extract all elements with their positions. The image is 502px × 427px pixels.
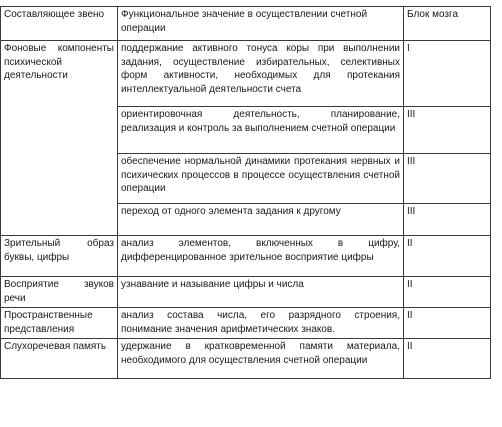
header-component: Составляющее звено [1, 7, 118, 41]
table-header-row [1, 7, 491, 41]
header-block: Блок мозга [404, 7, 491, 41]
component-cell: Восприятие звуков речи [1, 277, 118, 308]
component-cell: Пространственные представления [1, 308, 118, 339]
header-function: Функциональное значение в осуществлении счетной операции [118, 7, 404, 41]
function-cell: переход от одного элемента задания к другому [118, 204, 404, 236]
table-row [1, 236, 491, 277]
component-cell: Слухоречевая память [1, 339, 118, 379]
block-cell: II [404, 236, 491, 277]
function-cell: анализ состава числа, его разрядного строения, понимание значения арифметических знаков. [118, 308, 404, 339]
function-cell: узнавание и называние цифры и числа [118, 277, 404, 308]
block-cell: II [404, 308, 491, 339]
function-cell: ориентировочная деятельность, планирование, реализация и контроль за выполнением счетной операции [118, 107, 404, 154]
function-cell: поддержание активного тонуса коры при выполнении задания, осуществление избирательных, селективных форм активности, необходимых для протекания интеллектуальной деятельности счета [118, 41, 404, 107]
function-cell: обеспечение нормальной динамики протекания нервных и психических процессов в процессе осуществления счетной операции [118, 154, 404, 204]
block-cell: II [404, 277, 491, 308]
component-cell: Фоновые компоненты психической деятельности [1, 41, 118, 236]
block-cell: II [404, 339, 491, 379]
function-cell: удержание в кратковременной памяти материала, необходимого для осуществления счетной операции [118, 339, 404, 379]
component-cell: Зрительный образ буквы, цифры [1, 236, 118, 277]
table-row [1, 339, 491, 379]
table-row [1, 277, 491, 308]
block-cell: I [404, 41, 491, 107]
block-cell: III [404, 204, 491, 236]
functions-table [0, 6, 491, 379]
table-row [1, 308, 491, 339]
block-cell: III [404, 154, 491, 204]
function-cell: анализ элементов, включенных в цифру, дифференцированное зрительное восприятие цифры [118, 236, 404, 277]
block-cell: III [404, 107, 491, 154]
table-row [1, 41, 491, 107]
